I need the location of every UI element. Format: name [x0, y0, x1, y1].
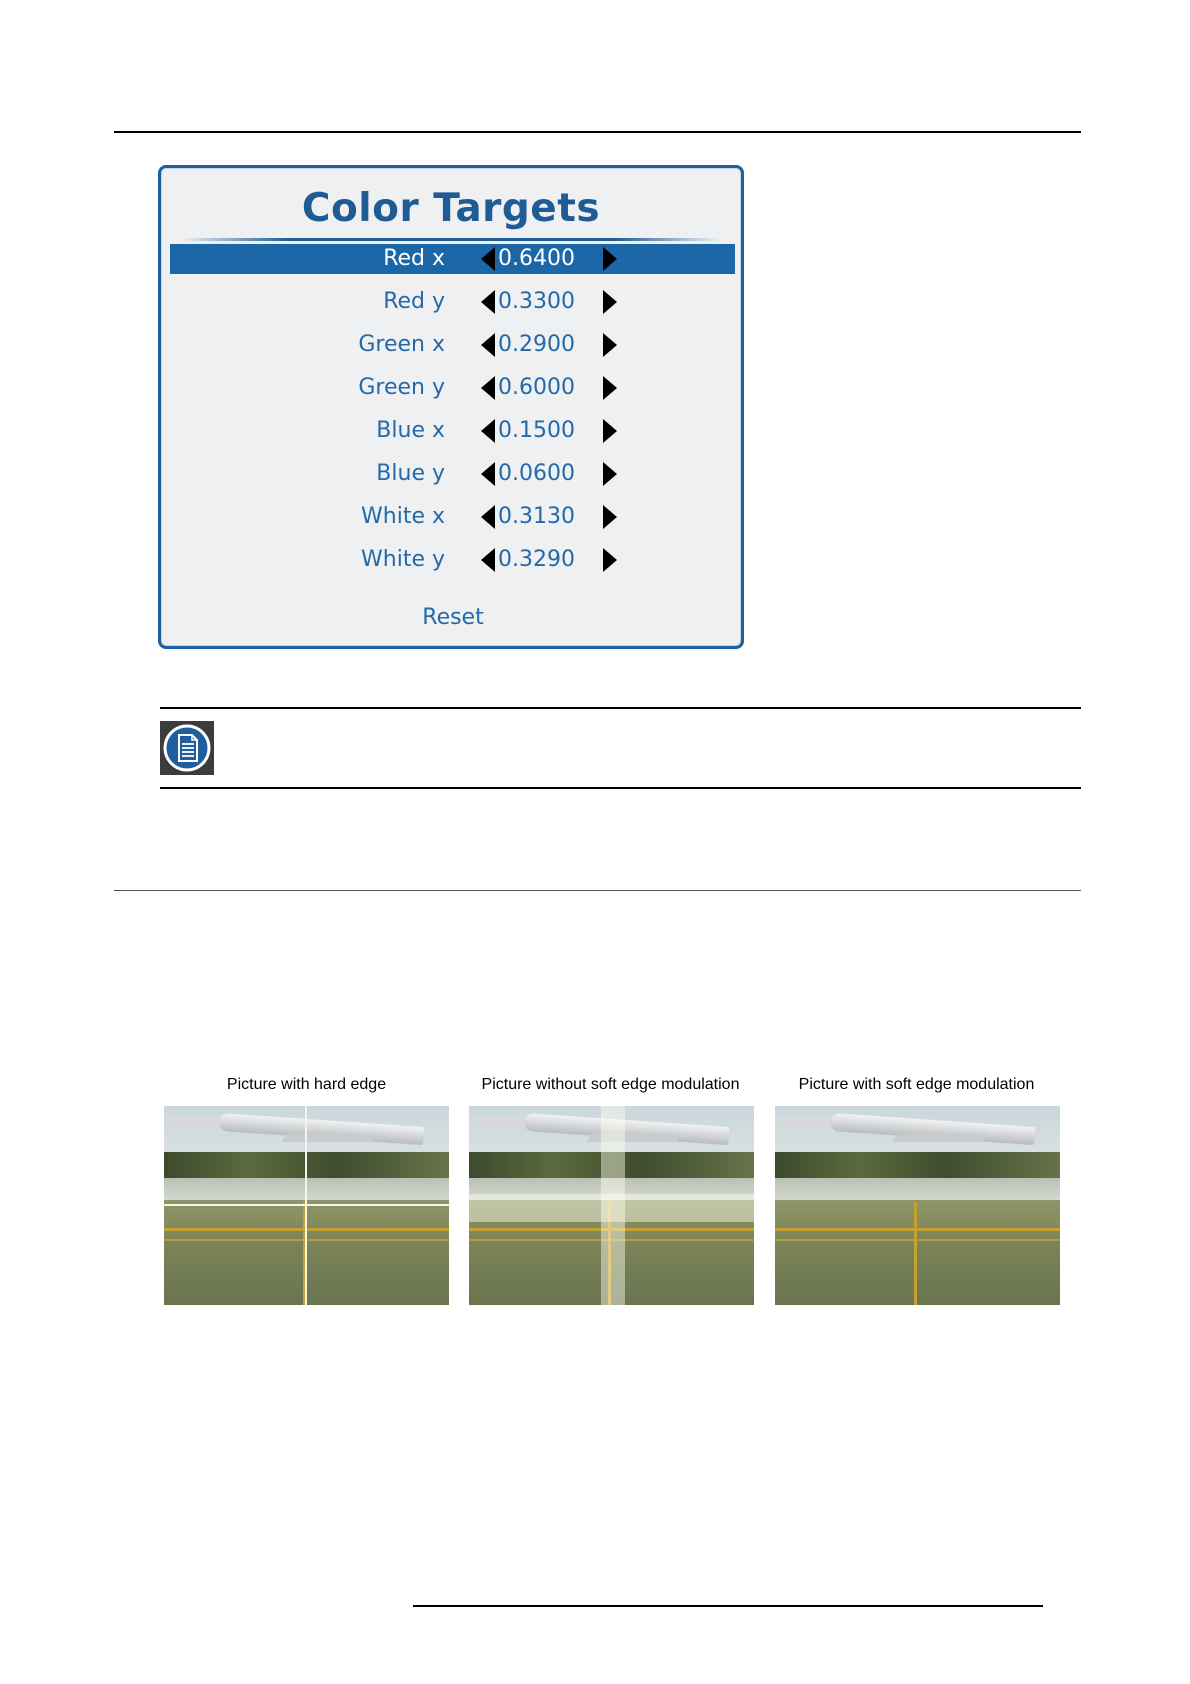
note-rule-top — [160, 707, 1081, 709]
row-value: 0.3290 — [498, 547, 575, 572]
caption-with-soft-edge: Picture with soft edge modulation — [798, 1076, 1035, 1093]
reset-button[interactable]: Reset — [422, 605, 484, 630]
row-value: 0.6400 — [498, 246, 575, 271]
arrow-right-icon[interactable] — [603, 290, 617, 314]
menu-row-white-y[interactable] — [170, 545, 735, 575]
menu-row-white-x[interactable] — [170, 502, 735, 532]
row-value: 0.3130 — [498, 504, 575, 529]
menu-row-green-y[interactable] — [170, 373, 735, 403]
arrow-left-icon[interactable] — [481, 548, 495, 572]
title-divider — [181, 238, 721, 241]
row-value: 0.0600 — [498, 461, 575, 486]
arrow-right-icon[interactable] — [603, 548, 617, 572]
row-label: White y — [361, 547, 445, 572]
color-targets-menu — [158, 165, 744, 649]
arrow-left-icon[interactable] — [481, 247, 495, 271]
menu-row-red-x[interactable] — [170, 244, 735, 274]
row-value: 0.2900 — [498, 332, 575, 357]
picture-hard-edge — [164, 1106, 449, 1305]
row-label: Green y — [358, 375, 445, 400]
arrow-right-icon[interactable] — [603, 505, 617, 529]
row-value: 0.3300 — [498, 289, 575, 314]
caption-without-soft-edge: Picture without soft edge modulation — [481, 1076, 740, 1093]
row-label: White x — [361, 504, 445, 529]
row-label: Green x — [358, 332, 445, 357]
row-label: Blue y — [376, 461, 445, 486]
arrow-right-icon[interactable] — [603, 247, 617, 271]
menu-row-green-x[interactable] — [170, 330, 735, 360]
menu-row-blue-x[interactable] — [170, 416, 735, 446]
arrow-left-icon[interactable] — [481, 333, 495, 357]
arrow-left-icon[interactable] — [481, 505, 495, 529]
caption-hard-edge: Picture with hard edge — [226, 1076, 387, 1093]
arrow-left-icon[interactable] — [481, 419, 495, 443]
arrow-right-icon[interactable] — [603, 333, 617, 357]
arrow-left-icon[interactable] — [481, 376, 495, 400]
menu-title: Color Targets — [301, 186, 601, 231]
row-label: Red x — [383, 246, 445, 271]
menu-row-blue-y[interactable] — [170, 459, 735, 489]
arrow-right-icon[interactable] — [603, 376, 617, 400]
arrow-left-icon[interactable] — [481, 462, 495, 486]
menu-row-red-y[interactable] — [170, 287, 735, 317]
row-label: Blue x — [376, 418, 445, 443]
arrow-right-icon[interactable] — [603, 419, 617, 443]
arrow-right-icon[interactable] — [603, 462, 617, 486]
note-rule-bottom — [160, 787, 1081, 789]
arrow-left-icon[interactable] — [481, 290, 495, 314]
picture-without-soft-edge — [469, 1106, 754, 1305]
note-icon — [160, 721, 214, 775]
row-value: 0.1500 — [498, 418, 575, 443]
row-label: Red y — [383, 289, 445, 314]
footer-rule — [413, 1605, 1043, 1607]
picture-with-soft-edge — [775, 1106, 1060, 1305]
row-value: 0.6000 — [498, 375, 575, 400]
section-rule — [114, 890, 1081, 891]
header-rule — [114, 131, 1081, 133]
